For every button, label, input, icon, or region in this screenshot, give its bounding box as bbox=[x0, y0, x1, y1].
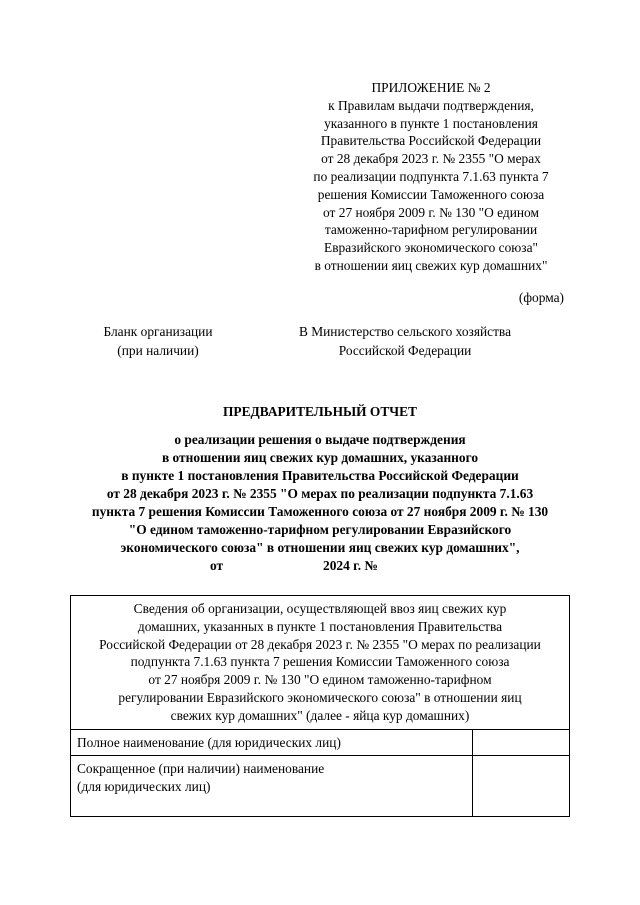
form-label: (форма) bbox=[518, 290, 564, 305]
subtitle-line: в пункте 1 постановления Правительства Российской Федерации bbox=[121, 468, 519, 483]
report-title: ПРЕДВАРИТЕЛЬНЫЙ ОТЧЕТ bbox=[223, 404, 417, 419]
short-name-label bbox=[71, 756, 473, 817]
date-prefix: от bbox=[210, 558, 224, 573]
full-name-label bbox=[71, 729, 473, 756]
full-name-value-cell[interactable] bbox=[473, 729, 570, 756]
appendix-line: таможенно-тарифном регулировании bbox=[324, 222, 538, 238]
appendix-line: в отношении яиц свежих кур домашних" bbox=[314, 257, 548, 273]
subtitle-line: о реализации решения о выдаче подтверждения bbox=[174, 432, 466, 447]
subtitle-line: "О едином таможенно-тарифном регулировании Евразийского bbox=[128, 522, 512, 537]
blank-label: Бланк организации bbox=[103, 324, 213, 339]
appendix-line: от 27 ноября 2009 г. № 130 "О едином bbox=[323, 204, 539, 220]
appendix-line: по реализации подпункта 7.1.63 пункта 7 bbox=[313, 168, 549, 184]
subtitle-line: пункта 7 решения Комиссии Таможенного союза от 27 ноября 2009 г. № 130 bbox=[91, 504, 549, 519]
header-line: подпункта 7.1.63 пункта 7 решения Комиссии Таможенного союза bbox=[130, 654, 510, 670]
short-name-value-cell[interactable] bbox=[473, 756, 570, 817]
appendix-block bbox=[296, 79, 566, 275]
header-line: свежих кур домашних" (далее - яйца кур домашних) bbox=[170, 707, 470, 723]
subtitle-line: в отношении яиц свежих кур домашних, указанного bbox=[161, 450, 479, 465]
header-line: регулировании Евразийского экономического союза" в отношении яиц bbox=[118, 689, 522, 705]
appendix-title: ПРИЛОЖЕНИЕ № 2 bbox=[371, 80, 491, 95]
row-label-text: (для юридических лиц) bbox=[77, 779, 211, 795]
header-line: Российской Федерации от 28 декабря 2023 г. № 2355 "О мерах по реализации bbox=[99, 636, 541, 652]
organization-blank bbox=[78, 322, 238, 360]
ministry-line: Российской Федерации bbox=[338, 343, 472, 358]
date-suffix: 2024 г. № bbox=[323, 558, 378, 573]
table-row bbox=[71, 729, 570, 756]
appendix-line: решения Комиссии Таможенного союза bbox=[317, 186, 545, 202]
table-header-cell bbox=[71, 596, 570, 730]
row-label-text: Полное наименование (для юридических лиц) bbox=[77, 734, 341, 750]
header-line: домашних, указанных в пункте 1 постановления Правительства bbox=[137, 618, 503, 634]
report-subtitle bbox=[60, 431, 580, 575]
report-date-line bbox=[60, 557, 580, 575]
subtitle-line: экономического союза" в отношении яиц свежих кур домашних", bbox=[120, 540, 520, 555]
subtitle-line: от 28 декабря 2023 г. № 2355 "О мерах по реализации подпункта 7.1.63 bbox=[106, 486, 534, 501]
header-line: Сведения об организации, осуществляющей ввоз яиц свежих кур bbox=[133, 601, 507, 616]
header-line: от 27 ноября 2009 г. № 130 "О едином таможенно-тарифном bbox=[148, 672, 492, 688]
appendix-line: Евразийского экономического союза" bbox=[324, 240, 538, 256]
blank-note: (при наличии) bbox=[117, 343, 199, 358]
appendix-line: указанного в пункте 1 постановления bbox=[324, 115, 538, 131]
table-row bbox=[71, 756, 570, 817]
ministry-line: В Министерство сельского хозяйства bbox=[298, 324, 512, 339]
recipient-ministry bbox=[280, 322, 530, 360]
appendix-line: от 28 декабря 2023 г. № 2355 "О мерах bbox=[321, 151, 541, 167]
appendix-line: Правительства Российской Федерации bbox=[320, 133, 542, 149]
appendix-line: к Правилам выдачи подтверждения, bbox=[328, 97, 534, 113]
row-label-text: Сокращенное (при наличии) наименование bbox=[77, 761, 325, 777]
table-header-row bbox=[71, 596, 570, 730]
organization-info-table bbox=[70, 595, 570, 817]
